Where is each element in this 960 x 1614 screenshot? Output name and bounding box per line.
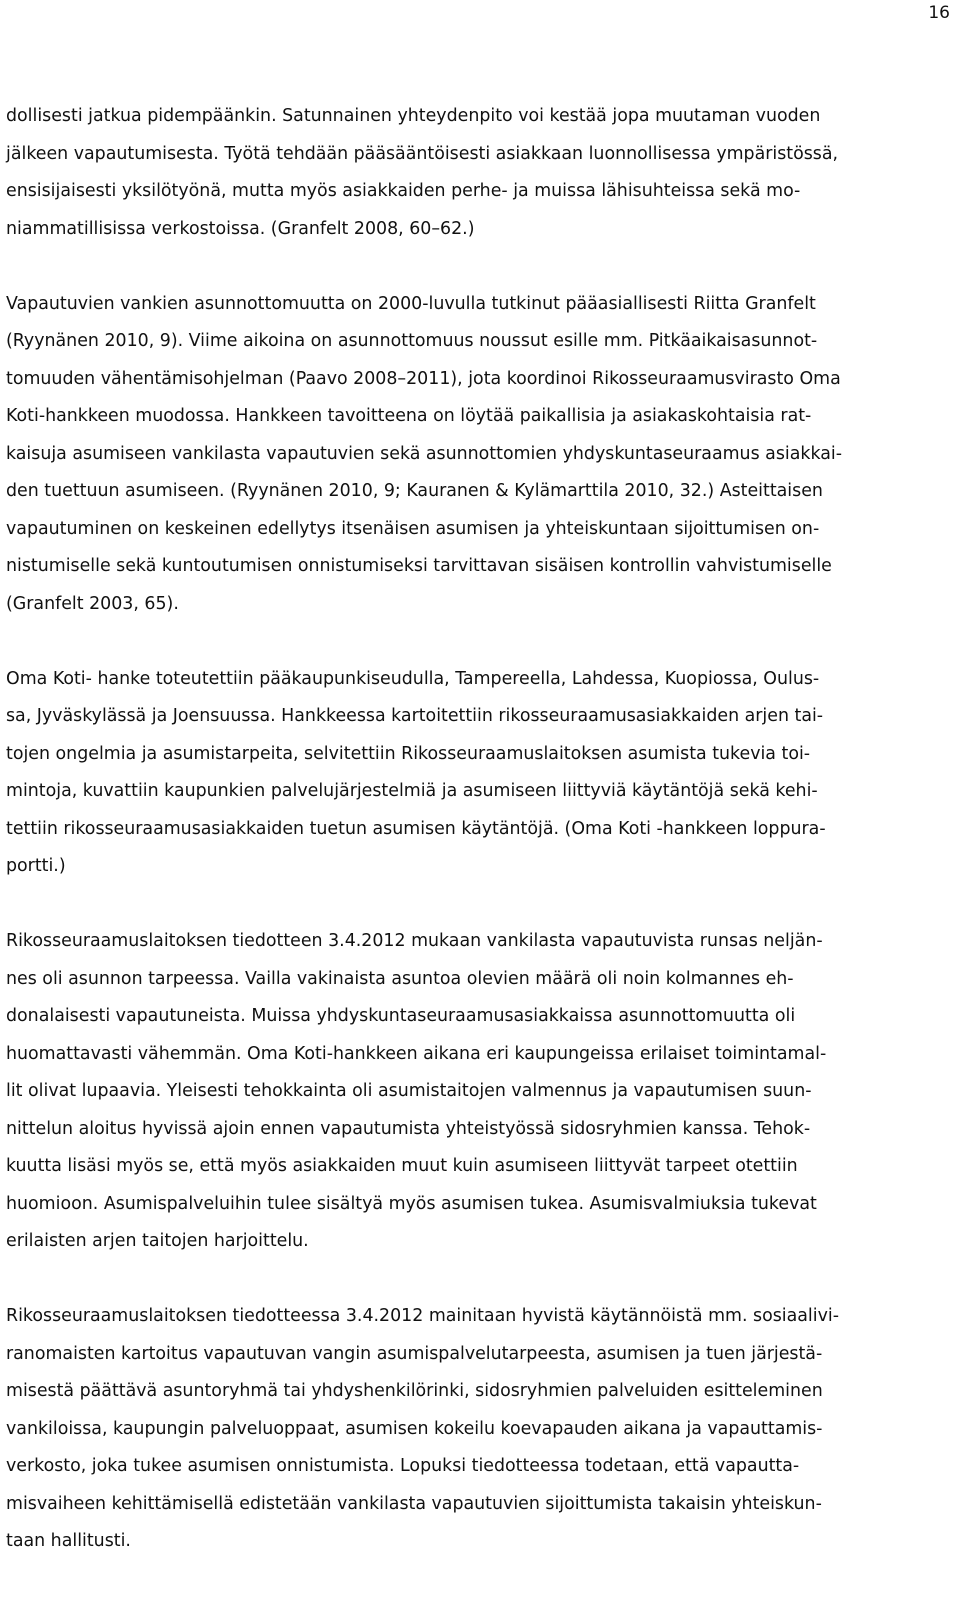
text-line: mintoja, kuvattiin kaupunkien palvelujärjestelmiä ja asumiseen liittyviä käytäntöjä sekä kehi- (6, 781, 818, 801)
text-line: dollisesti jatkua pidempäänkin. Satunnainen yhteydenpito voi kestää jopa muutaman vuoden (6, 106, 821, 126)
text-line: erilaisten arjen taitojen harjoittelu. (6, 1231, 309, 1251)
text-line: portti.) (6, 856, 66, 876)
text-line: misvaiheen kehittämisellä edistetään vankilasta vapautuvien sijoittumista takaisin yhteiskun- (6, 1493, 822, 1514)
text-line: vankiloissa, kaupungin palveluoppaat, asumisen kokeilu koevapauden aikana ja vapauttamis- (6, 1418, 823, 1439)
text-line: niammatillisissa verkostoissa. (Granfelt 2008, 60–62.) (6, 218, 475, 239)
paragraph (6, 923, 928, 1261)
text-line: verkosto, joka tukee asumisen onnistumista. Lopuksi tiedotteessa todetaan, että vapautta- (6, 1456, 800, 1476)
text-line: taan hallitusti. (6, 1531, 131, 1551)
text-line: Oma Koti- hanke toteutettiin pääkaupunkiseudulla, Tampereella, Lahdessa, Kuopiossa, Oulus- (6, 668, 820, 689)
text-line: nistumiselle sekä kuntoutumisen onnistumiseksi tarvittavan sisäisen kontrollin vahvistumiselle (6, 556, 832, 576)
text-line: Vapautuvien vankien asunnottomuutta on 2000-luvulla tutkinut pääasiallisesti Riitta Granfelt (6, 293, 816, 314)
text-line: den tuettuun asumiseen. (Ryynänen 2010, 9; Kauranen & Kylämarttila 2010, 32.) Asteittaisen (6, 481, 823, 501)
text-line: Koti-hankkeen muodossa. Hankkeen tavoitteena on löytää paikallisia ja asiakaskohtaisia rat- (6, 406, 812, 426)
text-line: (Granfelt 2003, 65). (6, 593, 179, 614)
paragraph (6, 661, 928, 886)
text-line: Rikosseuraamuslaitoksen tiedotteen 3.4.2012 mukaan vankilasta vapautuvista runsas neljän- (6, 931, 823, 951)
text-line: kuutta lisäsi myös se, että myös asiakkaiden muut kuin asumiseen liittyvät tarpeet otettiin (6, 1156, 798, 1176)
text-line: nes oli asunnon tarpeessa. Vailla vakinaista asuntoa olevien määrä oli noin kolmannes eh- (6, 968, 794, 989)
text-line: ranomaisten kartoitus vapautuvan vangin asumispalvelutarpeesta, asumisen ja tuen järjestä- (6, 1343, 823, 1364)
paragraph (6, 286, 928, 624)
text-line: misestä päättävä asuntoryhmä tai yhdyshenkilörinki, sidosryhmien palveluiden esitteleminen (6, 1381, 823, 1401)
text-line: sa, Jyväskylässä ja Joensuussa. Hankkeessa kartoitettiin rikosseuraamusasiakkaiden arjen tai- (6, 706, 824, 726)
text-line: kaisuja asumiseen vankilasta vapautuvien sekä asunnottomien yhdyskuntaseuraamus asiakkai- (6, 443, 842, 464)
text-line: lit olivat lupaavia. Yleisesti tehokkainta oli asumistaitojen valmennus ja vapautumisen suun- (6, 1081, 812, 1101)
text-line: huomioon. Asumispalveluihin tulee sisältyä myös asumisen tukea. Asumisvalmiuksia tukevat (6, 1193, 817, 1214)
text-line: nittelun aloitus hyvissä ajoin ennen vapautumista yhteistyössä sidosryhmien kanssa. Tehok- (6, 1118, 811, 1139)
paragraph (6, 98, 928, 248)
text-line: (Ryynänen 2010, 9). Viime aikoina on asunnottomuus noussut esille mm. Pitkäaikaisasunnot- (6, 331, 818, 351)
text-line: tomuuden vähentämisohjelman (Paavo 2008–2011), jota koordinoi Rikosseuraamusvirasto Oma (6, 368, 841, 389)
document-body (6, 98, 928, 1598)
text-line: huomattavasti vähemmän. Oma Koti-hankkeen aikana eri kaupungeissa erilaiset toimintamal- (6, 1043, 827, 1064)
text-line: jälkeen vapautumisesta. Työtä tehdään pääsääntöisesti asiakkaan luonnollisessa ympäristössä, (6, 143, 839, 164)
text-line: Rikosseuraamuslaitoksen tiedotteessa 3.4.2012 mainitaan hyvistä käytännöistä mm. sosiaalivi- (6, 1306, 839, 1326)
page-number: 16 (928, 3, 950, 23)
paragraph (6, 1298, 928, 1561)
text-line: donalaisesti vapautuneista. Muissa yhdyskuntaseuraamusasiakkaissa asunnottomuutta oli (6, 1006, 796, 1026)
text-line: vapautuminen on keskeinen edellytys itsenäisen asumisen ja yhteiskuntaan sijoittumisen on- (6, 518, 820, 539)
text-line: tojen ongelmia ja asumistarpeita, selvitettiin Rikosseuraamuslaitoksen asumista tukevia toi- (6, 743, 811, 764)
text-line: tettiin rikosseuraamusasiakkaiden tuetun asumisen käytäntöjä. (Oma Koti -hankkeen loppura- (6, 818, 826, 839)
text-line: ensisijaisesti yksilötyönä, mutta myös asiakkaiden perhe- ja muissa lähisuhteissa sekä mo- (6, 181, 801, 201)
